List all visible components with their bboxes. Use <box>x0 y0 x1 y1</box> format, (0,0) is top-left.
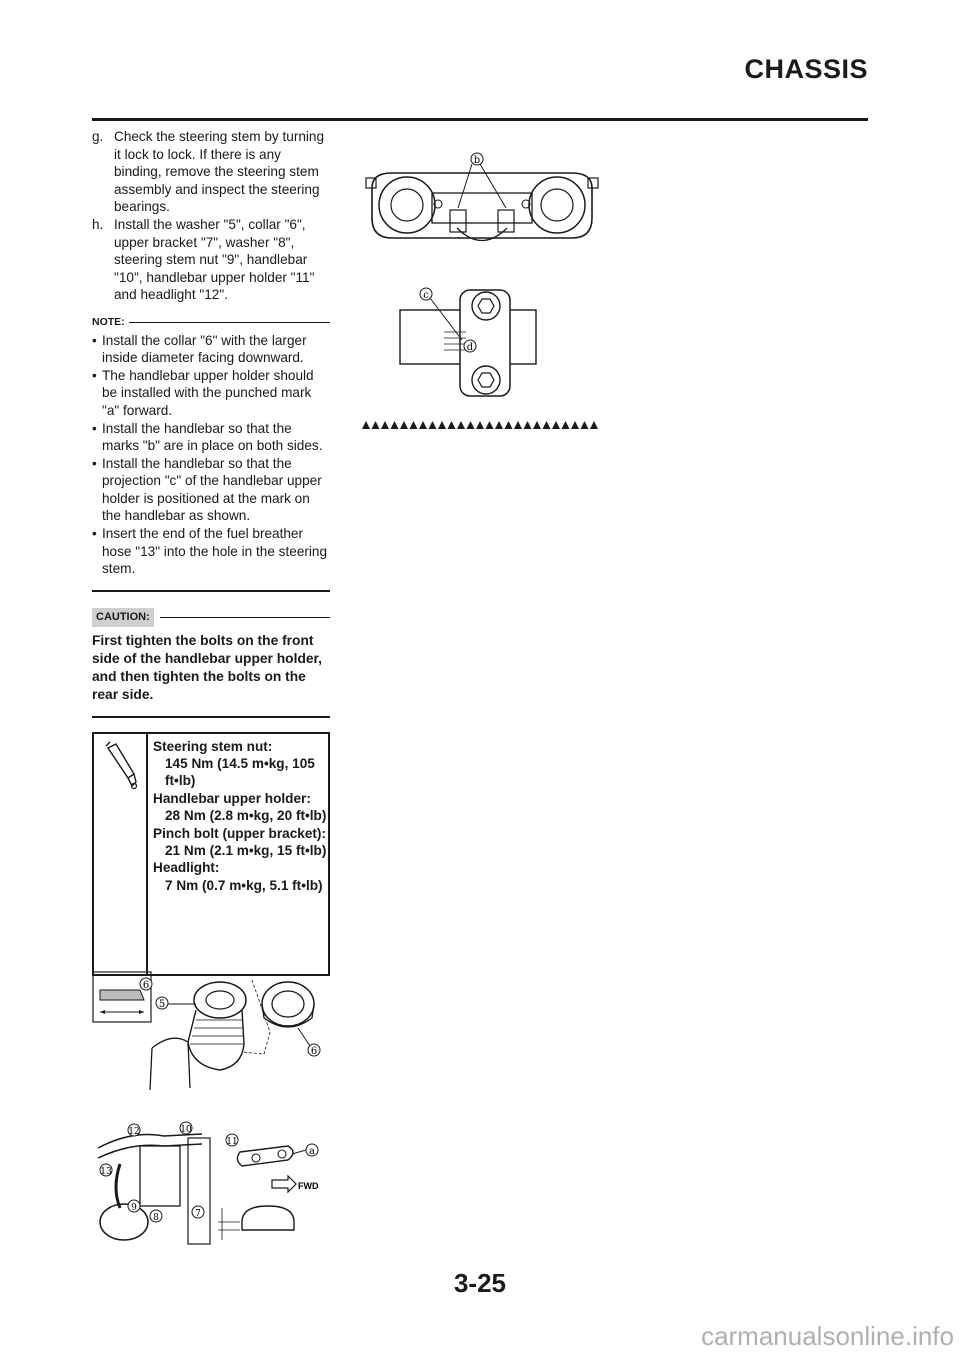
torque-name: Pinch bolt (upper bracket): <box>153 825 326 841</box>
caution-label: CAUTION: <box>92 608 154 628</box>
callout-9: 9 <box>131 1203 137 1213</box>
callout-11: 11 <box>226 1137 238 1147</box>
handlebar-figure <box>92 1118 332 1246</box>
step-text: Check the steering stem by turning it lock to lock. If there is any binding, remove the steering stem assembly and inspect the steering bearings. <box>114 129 325 215</box>
note-item: • Install the handlebar so that the marks "b" are in place on both sides. <box>92 420 330 455</box>
callout-b: b <box>473 155 481 166</box>
caution-end-rule <box>92 716 330 718</box>
callout-10: 10 <box>180 1125 192 1135</box>
torque-value: 28 Nm (2.8 m•kg, 20 ft•lb) <box>165 808 327 824</box>
callout-8: 8 <box>153 1213 159 1223</box>
callout-6-large: 6 <box>310 1046 318 1057</box>
note-item: • The handlebar upper holder should be installed with the punched mark "a" forward. <box>92 367 330 420</box>
callout-7: 7 <box>195 1209 201 1219</box>
step-label: g. <box>92 129 104 144</box>
callout-13: 13 <box>100 1167 112 1177</box>
torque-name: Headlight: <box>153 860 220 876</box>
torque-value: 145 Nm (14.5 m•kg, 105 ft•lb) <box>165 756 315 789</box>
fwd-label: FWD <box>298 1181 319 1191</box>
callout-d: d <box>466 342 474 353</box>
note-item: • Install the collar "6" with the larger inside diameter facing downward. <box>92 332 330 367</box>
section-end-triangles <box>362 420 600 430</box>
step-g <box>92 128 330 216</box>
holder-mark-figure <box>398 282 538 404</box>
callout-6-small: 6 <box>142 980 150 991</box>
note-end-rule <box>92 590 330 592</box>
header-rule <box>92 118 868 121</box>
torque-value: 21 Nm (2.1 m•kg, 15 ft•lb) <box>165 843 327 859</box>
collar-figure <box>92 970 332 1098</box>
torque-name: Steering stem nut: <box>153 738 273 754</box>
note-heading <box>92 314 330 332</box>
note-label: NOTE: <box>92 315 125 328</box>
torque-spec-box <box>92 732 330 976</box>
torque-list <box>148 734 328 974</box>
callout-a: a <box>309 1146 315 1157</box>
torque-name: Handlebar upper holder: <box>153 790 311 806</box>
torque-icon-cell <box>94 734 148 974</box>
top-bracket-figure <box>362 148 602 258</box>
page-number: 3-25 <box>453 1268 507 1298</box>
torque-wrench-icon <box>94 734 146 794</box>
caution-text: First tighten the bolts on the front side of the handlebar upper holder, and then tighten the bolts on the rear side. <box>92 633 322 702</box>
watermark: carmanualsonline.info <box>701 1321 954 1351</box>
caution-heading <box>92 608 330 628</box>
page-title: CHASSIS <box>744 54 868 84</box>
torque-value: 7 Nm (0.7 m•kg, 5.1 ft•lb) <box>165 877 323 893</box>
callout-c: c <box>423 290 429 301</box>
callout-12: 12 <box>128 1127 140 1137</box>
step-h <box>92 216 330 304</box>
note-item: • Install the handlebar so that the projection "c" of the handlebar upper holder is positioned at the mark on the handlebar as shown. <box>92 455 330 525</box>
note-item: • Insert the end of the fuel breather hose "13" into the hole in the steering stem. <box>92 525 330 578</box>
step-text: Install the washer "5", collar "6", upper bracket "7", washer "8", steering stem nut "9", handlebar "10", handlebar upper holder "11" and headlight "12". <box>114 216 315 303</box>
step-label: h. <box>92 216 104 232</box>
left-column <box>92 128 330 976</box>
callout-5: 5 <box>158 999 166 1010</box>
